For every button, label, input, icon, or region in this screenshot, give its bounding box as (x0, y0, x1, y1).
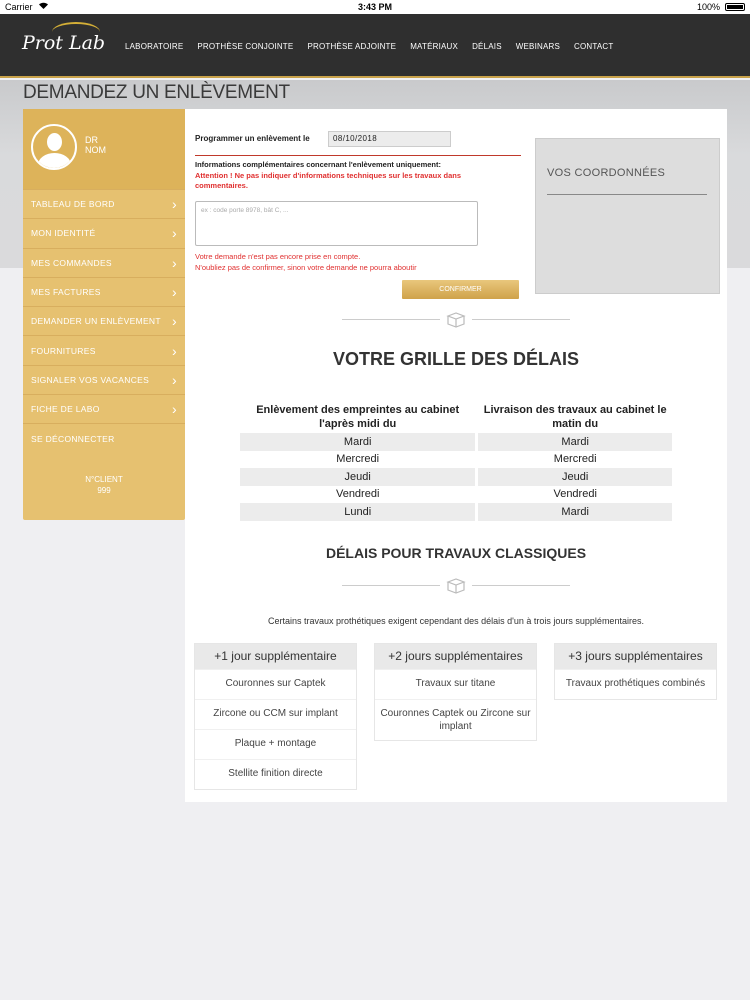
delay-column-plus-3 (554, 643, 717, 700)
client-number-block (23, 474, 185, 496)
list-item: Couronnes sur Captek (195, 669, 356, 699)
chevron-right-icon: › (172, 225, 177, 242)
delivery-day: Jeudi (478, 468, 672, 486)
chevron-right-icon: › (172, 196, 177, 213)
delivery-day: Mardi (478, 433, 672, 451)
nav-delais[interactable]: DÉLAIS (472, 42, 502, 51)
nav-contact[interactable]: CONTACT (574, 42, 614, 51)
sidebar-item-label: SE DÉCONNECTER (31, 433, 115, 444)
list-item: Travaux prothétiques combinés (555, 669, 716, 699)
profile-block (23, 109, 185, 189)
sidebar-item-se-deconnecter[interactable] (23, 423, 185, 452)
list-item: Plaque + montage (195, 729, 356, 759)
table-row (240, 451, 672, 469)
delay-table (237, 403, 675, 521)
chevron-right-icon: › (172, 313, 177, 330)
chevron-right-icon: › (172, 254, 177, 271)
avatar-icon (31, 124, 77, 170)
main-nav (125, 42, 628, 51)
notice-line2: N'oubliez pas de confirmer, sinon votre demande ne pourra aboutir (195, 263, 417, 272)
delivery-day: Mercredi (553, 453, 597, 466)
sidebar-item-label: SIGNALER VOS VACANCES (31, 374, 150, 385)
column-header: +1 jour supplémentaire (195, 644, 356, 669)
delay-column-plus-2 (374, 643, 537, 741)
table-row (240, 433, 672, 451)
nav-prothese-conjointe[interactable]: PROTHÈSE CONJOINTE (197, 42, 294, 51)
sidebar-item-tableau-de-bord[interactable] (23, 189, 185, 218)
nav-laboratoire[interactable]: LABORATOIRE (125, 42, 184, 51)
chevron-right-icon: › (172, 401, 177, 418)
logo-swoosh-icon (52, 22, 100, 42)
battery-icon (725, 3, 745, 11)
sidebar-item-mon-identite[interactable] (23, 218, 185, 247)
classic-title: DÉLAIS POUR TRAVAUX CLASSIQUES (325, 545, 587, 561)
confirm-button[interactable]: CONFIRMER (402, 280, 519, 299)
battery-percent: 100% (696, 2, 720, 12)
schedule-label: Programmer un enlèvement le (195, 134, 310, 143)
pickup-day: Mercredi (336, 453, 380, 466)
delivery-day: Vendredi (553, 488, 597, 501)
box-icon (446, 312, 466, 328)
sidebar-item-demander-enlevement[interactable] (23, 306, 185, 335)
table-row (240, 503, 672, 521)
date-field[interactable]: 08/10/2018 (328, 131, 451, 147)
section-divider (342, 312, 570, 326)
sidebar-item-label: TABLEAU DE BORD (31, 199, 115, 210)
list-item: Zircone ou CCM sur implant (195, 699, 356, 729)
pickup-day: Lundi (240, 503, 475, 521)
sidebar-item-fiche-de-labo[interactable] (23, 394, 185, 423)
sidebar-item-fournitures[interactable] (23, 335, 185, 364)
delay-column-plus-1 (194, 643, 357, 790)
sidebar-item-mes-factures[interactable] (23, 277, 185, 306)
user-name (85, 135, 106, 155)
table-row (240, 486, 672, 504)
pickup-day: Jeudi (240, 468, 475, 486)
main-card (185, 109, 727, 802)
user-name-line1: DR (85, 135, 98, 145)
column-header: +3 jours supplémentaires (555, 644, 716, 669)
coordinates-divider (547, 194, 707, 195)
pickup-day: Mardi (240, 433, 475, 451)
carrier-label: Carrier (5, 2, 33, 12)
clock: 3:43 PM (357, 2, 392, 12)
status-bar (0, 0, 750, 14)
classic-description: Certains travaux prothétiques exigent cependant des délais d'un à trois jours supplémentaires. (268, 616, 644, 626)
divider-line (195, 155, 521, 156)
coordinates-panel (535, 138, 720, 294)
section-divider (342, 578, 570, 592)
notice-line1: Votre demande n'est pas encore prise en compte. (195, 252, 361, 261)
chevron-right-icon: › (172, 284, 177, 301)
comment-input[interactable]: ex : code porte 8978, bât C, ... (195, 201, 478, 246)
nav-webinars[interactable]: WEBINARS (515, 42, 561, 51)
sidebar (23, 109, 185, 520)
sidebar-item-label: MON IDENTITÉ (31, 228, 96, 239)
column-header: +2 jours supplémentaires (375, 644, 536, 669)
pickup-day: Vendredi (335, 488, 380, 501)
page-title: DEMANDEZ UN ENLÈVEMENT (23, 82, 290, 103)
site-header (0, 14, 750, 78)
nav-prothese-adjointe[interactable]: PROTHÈSE ADJOINTE (307, 42, 397, 51)
warning-text: Attention ! Ne pas indiquer d'informations techniques sur les travaux dans commentaires. (195, 171, 461, 190)
table-row (240, 468, 672, 486)
sidebar-item-label: MES FACTURES (31, 287, 101, 298)
info-label: Informations complémentaires concernant l'enlèvement uniquement: (195, 160, 442, 169)
delivery-day: Mardi (478, 503, 672, 521)
list-item: Couronnes Captek ou Zircone sur implant (375, 699, 536, 740)
sidebar-item-label: FOURNITURES (31, 345, 96, 356)
sidebar-item-signaler-vacances[interactable] (23, 365, 185, 394)
pending-notice (195, 251, 417, 273)
grid-title: VOTRE GRILLE DES DÉLAIS (332, 349, 580, 369)
chevron-right-icon: › (172, 371, 177, 388)
client-number: 999 (97, 486, 111, 495)
coordinates-title: VOS COORDONNÉES (547, 167, 666, 179)
logo-text: Prot Lab (22, 32, 106, 54)
user-name-line2: NOM (85, 145, 106, 155)
table-header-delivery: Livraison des travaux au cabinet le matin du (483, 404, 667, 430)
logo[interactable] (22, 32, 105, 54)
sidebar-item-mes-commandes[interactable] (23, 248, 185, 277)
list-item: Travaux sur titane (375, 669, 536, 699)
chevron-right-icon: › (172, 342, 177, 359)
table-header-pickup: Enlèvement des empreintes au cabinet l'après midi du (256, 404, 460, 430)
sidebar-item-label: FICHE DE LABO (31, 404, 100, 415)
client-label: N°CLIENT (85, 475, 123, 484)
sidebar-item-label: MES COMMANDES (31, 257, 112, 268)
box-icon (446, 578, 466, 594)
sidebar-item-label: DEMANDER UN ENLÈVEMENT (31, 316, 161, 327)
nav-materiaux[interactable]: MATÉRIAUX (410, 42, 459, 51)
list-item: Stellite finition directe (195, 759, 356, 789)
